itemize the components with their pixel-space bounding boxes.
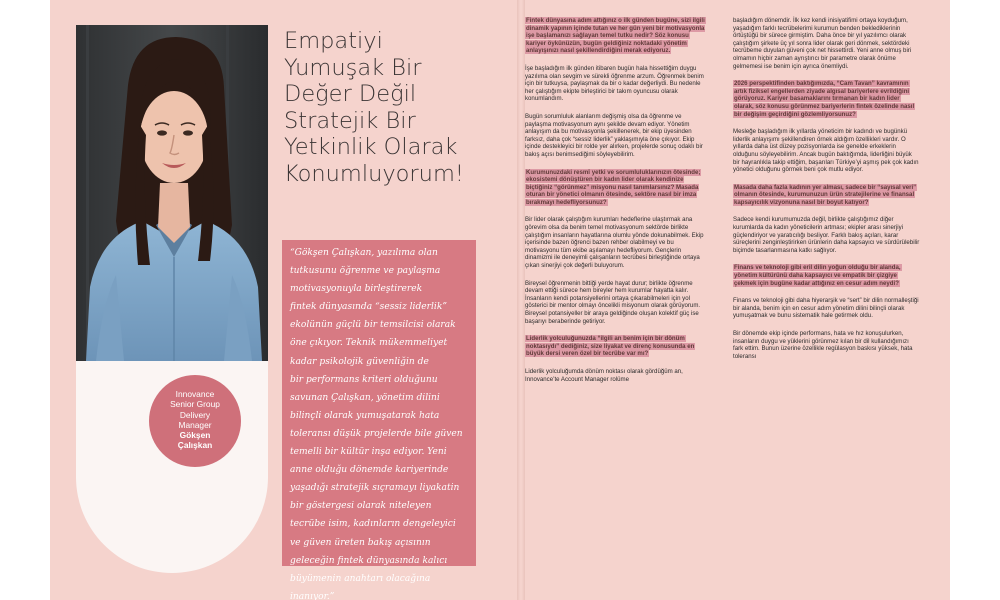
interview-question: Kurumunuzdaki resmî yetki ve sorumluluklarınızın ötesinde; ekosistemi dönüştüren bir kadın lider olarak kendinize biçtiğiniz “görünmez” misyonu nasıl tanımlarsınız? Masada oturan bir yönetici olmanın ötesinde, sektöre nasıl bir imza bırakmayı hedefliyorsunuz? [526,168,701,206]
quote-line: öne çıkıyor. Teknik mükemmeliyet [290,338,448,349]
quote-line: yaşadığı stratejik sıçramayı liyakatin [290,483,460,494]
role-line: Manager [178,419,212,430]
headline-line: Konumluyorum! [284,160,464,187]
headline-line: Empatiyi [284,28,383,54]
quote-line: bir performans kriteri olduğunu [290,374,438,385]
quote-line: temelli bir kültür inşa ediyor. Yeni [290,447,447,458]
pull-quote [290,244,502,600]
quote-line: fintek dünyasında “sessiz liderlik” [290,302,447,313]
interview-answer: Liderlik yolculuğumda dönüm noktası olarak gördüğüm an, Innovance’te Account Manager rolüme [525,367,683,383]
role-line: Innovance [175,389,215,399]
headline-line: Yetkinlik Olarak [284,134,458,161]
quote-line: bir göstergesi olarak niteleyen [290,501,432,512]
person-surname: Çalışkan [177,440,213,451]
interview-answer: Finans ve teknoloji gibi daha hiyerarşik ve “sert” bir dilin normalleştiği bir alanda, benim için en cesur adım yönetim dilini bilinçli olarak yumuşatmak ve bunu sistematik hale getirmek oldu. [733,297,919,320]
interview-question: Liderlik yolculuğunuzda “ilgili an benim için bir dönüm noktasıydı” dediğiniz, size liyakat ve direnç konusunda en büyük dersi veren özel bir tecrübe var mı? [526,335,695,358]
quote-line: savunan Çalışkan, yönetim dilini [290,392,440,403]
interview-answer: başladığım dönemdir. İlk kez kendi inisiyatifimi ortaya koyduğum, yaşadığım farklı tecrübelerimi kurumun benden beklediklerinin örtüştüğü bir sürece girmiştim. Daha önce bir yıl yazılımcı olarak çalıştığım şirkete üç yıl sonra lider olarak geri dönmek, sektördeki tecrübeme duyulan güveni çok net hissettirdi. Yeni anne olmuş biri olmamın hiçbir zaman ayrıştırıcı bir parametre olarak önüme gelmemesi ise benim için ayrıca önemliydi. [733,17,912,70]
interview-question: 2026 perspektifinden baktığımızda, “Cam Tavan” kavramının artık fiziksel engellerden ziyade algısal bariyerlere evrildiğini görüyoruz. Kariyer basamaklarını tırmanan bir kadın lider olarak, söz konusu görünmez bariyerlerin fintek özelinde nasıl bir değişim geçirdiğini gözlemliyorsunuz? [734,80,915,118]
headline-line: Stratejik Bir [284,107,416,134]
interview-answer: İşe başladığım ilk günden itibaren bugün hala hissettiğim duygu yazılıma olan sevgim ve sürekli öğrenme arzum. Öğrenmek benim için bir tutkuysa, paylaşmak da bir o kadar değerliydi. Bu nedenle her çalıştığım ekipte birleştirici bir takım oyuncusu olarak konumlandım. [525,64,704,103]
interview-question: Fintek dünyasına adım attığınız o ilk günden bugüne, sizi ilgili dinamik yapının içinde tutan ve her gün yeni bir motivasyonla işe başlamanızı sağlayan temel tutku nedir? Söz konusu kariyer öykünüzün, bugün geldiğiniz noktadaki yönetim anlayışınızı nasıl şekillendirdiğini merak ediyoruz. [526,17,705,55]
interview-answer: Bugün sorumluluk alanlarım değişmiş olsa da öğrenme ve paylaşma motivasyonum aynı şekilde devam ediyor. Yönetim anlayışım da bu motivasyonla şekillenerek, bir ekip üyesinden farksız, daha çok “sessiz liderlik” yaklaşımıyla öne çıkıyor. Ekip içinde destekleyici bir rolde yer alırken, projelerde sonuç odaklı bir bakış açısı benimsediğimi söyleyebilirim. [525,112,703,158]
text-column-left [525,17,705,393]
portrait-card [76,25,268,573]
quote-line: tecrübe isim, kadınların dengeleyici [290,519,456,530]
interview-answer: Bireysel öğrenmenin bittiği yerde hayat durur; birlikte öğrenme devam ettiği sürece hem bireyler hem kurumlar hayatta kalır. İnsanların kendi potansiyellerini ortaya çıkarabilmeleri için yol gösterici bir mentor olmayı öncelikli misyonum olarak görüyorum. Bireysel potansiyeller bir araya geldiğinde oluşan kolektif güç ise başarıyı beraberinde getiriyor. [525,279,701,325]
interview-answer: Bir dönemde ekip içinde performans, hata ve hız konuşulurken, insanların duygu ve yüklerini görünmez kılan bir dil kullandığımızı fark ettim. Bunun üzerine özellikle regülasyon baskısı yüksek, hata toleransı [733,330,913,360]
interview-question: Finans ve teknoloji gibi eril dilin yoğun olduğu bir alanda, yönetim kültürünü daha kapsayıcı ve empatik bir çizgiye çekmek için bugüne kadar attığınız en cesur adım neydi? [734,264,901,287]
quote-line: ve güven üreten bakış açısının [290,537,431,548]
quote-line: bilinçli olarak yumuşatarak hata [290,410,440,421]
quote-line: inanıyor.” [290,591,335,600]
article-headline [284,28,512,188]
quote-line: ekolünün güçlü bir temsilcisi olarak [290,320,456,331]
magazine-spread [50,0,950,600]
quote-line: büyümenin anahtarı olacağına [290,573,431,584]
quote-line: anne olduğu dönemde kariyerinde [290,465,449,476]
quote-line: tutkusunu öğrenme ve paylaşma [290,266,441,277]
page-spine [517,0,525,600]
interview-question: Masada daha fazla kadının yer alması, sadece bir “sayısal veri” olmanın ötesinde, kurumunuzun ürün stratejilerine ve finansal kapsayıcılık vizyonuna nasıl bir boyut katıyor? [734,183,917,206]
text-column-right [733,17,920,370]
quote-line: kadar psikolojik güvenliğin de [290,356,429,367]
role-line: Senior Group [170,399,220,410]
headline-line: Değer Değil [284,81,417,108]
interview-answer: Bir lider olarak çalıştığım kurumları hedeflerine ulaştırmak ana görevim olsa da benim temel motivasyonum sektörde birlikte çalıştığım insanların hayatlarına olumlu yönde dokunabilmek. Ekip içerisinde bazen öğrenci bazen rehber olabilmeyi ve bu motivasyonu tüm ekibe aşılamayı hedefliyorum. Gençlerin dinamizmi ile deneyimli çalışanların tecrübesi birleştiğinde ortaya çıkan sinerjiyi çok değerli buluyorum. [525,216,704,270]
headline-line: Yumuşak Bir [284,54,422,81]
interview-answer: Sadece kendi kurumumuzda değil, birlikte çalıştığımız diğer kurumlarda da kadın yöneticilerin artması; ekipler arası sinerjiyi güçlendiriyor ve yaratıcılığı besliyor. Farklı bakış açıları, karar süreçlerini zenginleştirirken ürünlerin daha kapsayıcı ve sürdürülebilir biçimde tasarlanmasına katkı sağlıyor. [733,216,920,254]
role-line: Delivery [179,409,211,420]
quote-line: geleceğin fintek dünyasında kalıcı [290,555,448,566]
person-name: Gökşen [179,430,211,441]
role-badge [149,375,241,467]
quote-line: toleransı düşük projelerde bile güven [290,428,463,439]
interview-answer: Mesleğe başladığım ilk yıllarda yöneticim bir kadındı ve bugünkü liderlik anlayışımı şekillendiren örnek aldığım özellikleri vardır. O yıllarda daha üst düzey pozisyonlarda ise genelde erkeklerin olduğunu söyleyebilirim. Ancak bugün baktığımda, liderliğini büyük bir hayranlıkla takip ettiğim, başarıları Türkiye’yi aşmış pek çok kadın yönetici olduğunu görmek beni çok mutlu ediyor. [733,128,919,174]
quote-line: “Gökşen Çalışkan, yazılıma olan [290,248,438,258]
quote-line: motivasyonuyla birleştirerek [290,284,423,295]
portrait-photo [76,25,268,361]
